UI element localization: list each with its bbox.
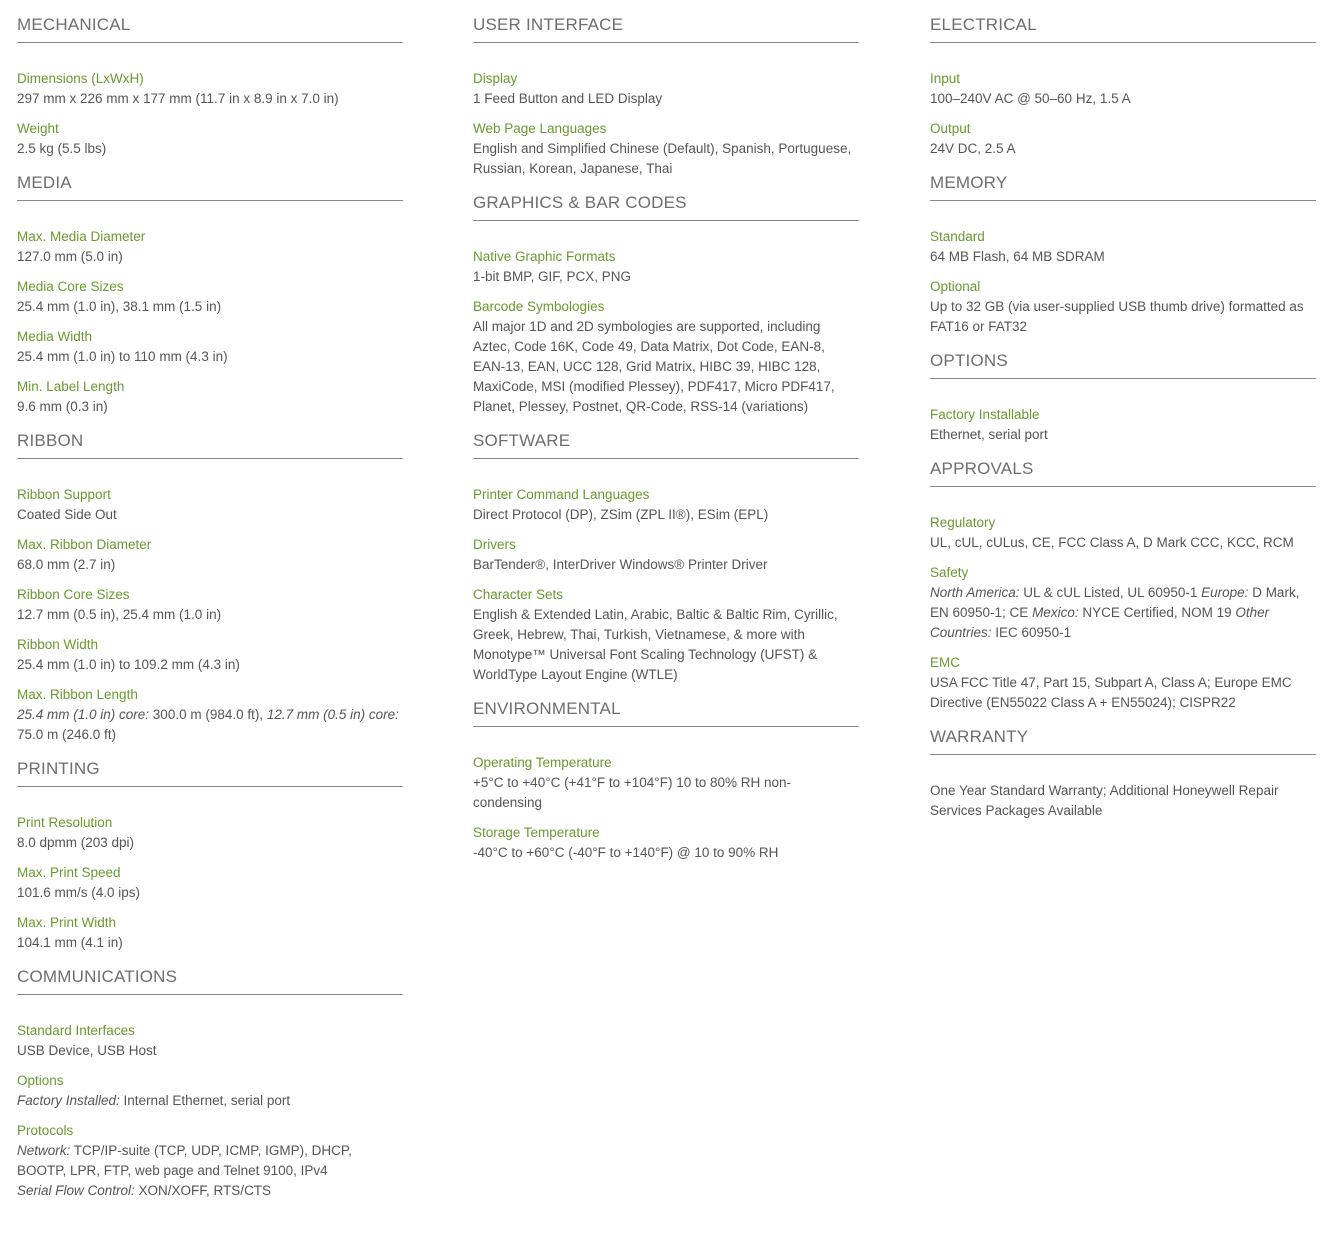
spec-entry: [17, 813, 403, 853]
spec-label: Dimensions (LxWxH): [17, 71, 144, 86]
spec-value-text: TCP/IP-suite (TCP, UDP, ICMP, IGMP), DHCP, BOOTP, LPR, FTP, web page and Telnet 9100, IPv4: [17, 1143, 352, 1178]
spec-entry: [17, 863, 403, 903]
spec-entry: [17, 327, 403, 367]
spec-label: EMC: [930, 655, 960, 670]
section-software: [473, 427, 859, 685]
spec-label: Display: [473, 71, 518, 86]
section-title: PRINTING: [17, 755, 403, 787]
spec-value-qualifier: Other Countries:: [930, 605, 1270, 640]
spec-value-text: 101.6 mm/s (4.0 ips): [17, 885, 141, 900]
spec-entry: [930, 405, 1316, 445]
spec-label: Safety: [930, 565, 969, 580]
spec-entry: [473, 119, 859, 179]
spec-entry: [930, 513, 1316, 553]
section-title: MECHANICAL: [17, 0, 403, 43]
spec-value-text: Coated Side Out: [17, 507, 117, 522]
spec-entry: [17, 227, 403, 267]
spec-entry: [930, 653, 1316, 713]
spec-entry: [17, 535, 403, 575]
spec-value-text: 127.0 mm (5.0 in): [17, 249, 123, 264]
section-title: MEDIA: [17, 169, 403, 201]
spec-value: [930, 533, 1316, 553]
spec-label: Ribbon Support: [17, 487, 111, 502]
spec-value: [930, 247, 1316, 267]
spec-label: Operating Temperature: [473, 755, 612, 770]
spec-value-qualifier: Serial Flow Control:: [17, 1183, 135, 1198]
spec-value: [930, 425, 1316, 445]
spec-label: Native Graphic Formats: [473, 249, 616, 264]
section-printing: [17, 755, 403, 953]
spec-value: [17, 933, 403, 953]
spec-label: Barcode Symbologies: [473, 299, 605, 314]
section-options: [930, 347, 1316, 445]
spec-value-text: -40°C to +60°C (-40°F to +140°F) @ 10 to 90% RH: [473, 845, 779, 860]
spec-value-text: Up to 32 GB (via user-supplied USB thumb drive) formatted as FAT16 or FAT32: [930, 299, 1304, 334]
spec-value-text: 2.5 kg (5.5 lbs): [17, 141, 107, 156]
section-user-interface: [473, 0, 859, 179]
spec-entry: [17, 1121, 403, 1201]
section-title: SOFTWARE: [473, 427, 859, 459]
section-environmental: [473, 695, 859, 863]
spec-value-text: 24V DC, 2.5 A: [930, 141, 1016, 156]
spec-label: Print Resolution: [17, 815, 113, 830]
spec-label: Input: [930, 71, 961, 86]
spec-label: Ribbon Width: [17, 637, 99, 652]
section-warranty: [930, 723, 1316, 821]
spec-value: [930, 781, 1316, 821]
spec-value-text: 100–240V AC @ 50–60 Hz, 1.5 A: [930, 91, 1131, 106]
spec-label: Weight: [17, 121, 59, 136]
spec-value-text: UL, cUL, cULus, CE, FCC Class A, D Mark CCC, KCC, RCM: [930, 535, 1294, 550]
section-title: ELECTRICAL: [930, 0, 1316, 43]
spec-label: Standard: [930, 229, 985, 244]
section-title: APPROVALS: [930, 455, 1316, 487]
spec-entry: [930, 119, 1316, 159]
spec-label: Storage Temperature: [473, 825, 600, 840]
spec-value-text: BarTender®, InterDriver Windows® Printer Driver: [473, 557, 768, 572]
spec-entry: [473, 247, 859, 287]
spec-entry: [473, 485, 859, 525]
spec-value-text: 25.4 mm (1.0 in) to 110 mm (4.3 in): [17, 349, 228, 364]
spec-entry: [17, 585, 403, 625]
spec-value-text: Direct Protocol (DP), ZSim (ZPL II®), ESim (EPL): [473, 507, 769, 522]
spec-label: Protocols: [17, 1123, 74, 1138]
spec-value: [17, 705, 403, 745]
spec-label: Max. Print Speed: [17, 865, 121, 880]
spec-value-text: Ethernet, serial port: [930, 427, 1048, 442]
spec-value: [473, 843, 859, 863]
spec-label: Max. Print Width: [17, 915, 117, 930]
spec-value-text: 1 Feed Button and LED Display: [473, 91, 663, 106]
spec-entry: [17, 1021, 403, 1061]
spec-entry: [930, 277, 1316, 337]
spec-value: [17, 89, 403, 109]
spec-entry: [473, 585, 859, 685]
spec-label: Character Sets: [473, 587, 564, 602]
section-approvals: [930, 455, 1316, 713]
spec-value: [17, 347, 403, 367]
spec-entry: [17, 685, 403, 745]
spec-value: [17, 1091, 403, 1111]
spec-value-text: 25.4 mm (1.0 in), 38.1 mm (1.5 in): [17, 299, 222, 314]
spec-entry: [930, 781, 1316, 821]
spec-value: [17, 397, 403, 417]
spec-entry: [17, 635, 403, 675]
spec-entry: [473, 753, 859, 813]
spec-entry: [930, 69, 1316, 109]
spec-value: [17, 833, 403, 853]
spec-value-text: 9.6 mm (0.3 in): [17, 399, 108, 414]
spec-value: [473, 505, 859, 525]
spec-value-text: English & Extended Latin, Arabic, Baltic & Baltic Rim, Cyrillic, Greek, Hebrew, Thai, Turkish, Vietnamese, & more with Monotype™ Universal Font Scaling Technology (UFST) & WorldType Layout Engine (WTLE): [473, 607, 838, 682]
spec-value: [17, 605, 403, 625]
section-memory: [930, 169, 1316, 337]
spec-value: [930, 139, 1316, 159]
spec-value-text: 104.1 mm (4.1 in): [17, 935, 123, 950]
spec-value-text: NYCE Certified, NOM 19: [1078, 605, 1236, 620]
spec-value-text: 12.7 mm (0.5 in), 25.4 mm (1.0 in): [17, 607, 222, 622]
section-title: OPTIONS: [930, 347, 1316, 379]
spec-entry: [473, 297, 859, 417]
section-title: WARRANTY: [930, 723, 1316, 755]
section-title: MEMORY: [930, 169, 1316, 201]
spec-value-qualifier: Mexico:: [1032, 605, 1079, 620]
spec-label: Max. Ribbon Length: [17, 687, 138, 702]
spec-value-text: All major 1D and 2D symbologies are supported, including Aztec, Code 16K, Code 49, Data Matrix, Dot Code, EAN-8, EAN-13, EAN, UCC 128, Grid Matrix, HIBC 39, HIBC 128, MaxiCode, MSI (modified Plessey), PDF417, Micro PDF417, Planet, Plessey, Postnet, QR-Code, RSS-14 (variations): [473, 319, 835, 414]
spec-value: [17, 1141, 403, 1201]
spec-value-text: 68.0 mm (2.7 in): [17, 557, 116, 572]
spec-label: Media Width: [17, 329, 93, 344]
spec-label: Factory Installable: [930, 407, 1040, 422]
spec-label: Max. Ribbon Diameter: [17, 537, 152, 552]
section-ribbon: [17, 427, 403, 745]
spec-value: [473, 267, 859, 287]
spec-value: [17, 505, 403, 525]
spec-value: [17, 297, 403, 317]
spec-value: [473, 317, 859, 417]
spec-value-text: USA FCC Title 47, Part 15, Subpart A, Class A; Europe EMC Directive (EN55022 Class A + EN55024); CISPR22: [930, 675, 1292, 710]
spec-entry: [17, 913, 403, 953]
spec-value: [473, 605, 859, 685]
spec-label: Max. Media Diameter: [17, 229, 146, 244]
spec-value: [473, 139, 859, 179]
spec-value-qualifier: 12.7 mm (0.5 in) core:: [266, 707, 399, 722]
spec-value-text: 75.0 m (246.0 ft): [17, 727, 117, 742]
spec-value: [930, 89, 1316, 109]
spec-value-text: D Mark, EN 60950-1; CE: [930, 585, 1300, 620]
spec-entry: [17, 69, 403, 109]
spec-value: [17, 247, 403, 267]
section-title: USER INTERFACE: [473, 0, 859, 43]
spec-entry: [930, 563, 1316, 643]
spec-value: [930, 583, 1316, 643]
spec-label: Options: [17, 1073, 64, 1088]
spec-value-text: Internal Ethernet, serial port: [119, 1093, 291, 1108]
spec-value: [930, 673, 1316, 713]
spec-entry: [17, 277, 403, 317]
section-communications: [17, 963, 403, 1201]
spec-entry: [17, 119, 403, 159]
spec-value-text: 1-bit BMP, GIF, PCX, PNG: [473, 269, 632, 284]
spec-value-text: 25.4 mm (1.0 in) to 109.2 mm (4.3 in): [17, 657, 240, 672]
spec-entry: [17, 485, 403, 525]
spec-value: [17, 139, 403, 159]
spec-column-right: [930, 0, 1316, 831]
spec-value: [473, 555, 859, 575]
spec-entry: [473, 69, 859, 109]
spec-entry: [473, 823, 859, 863]
spec-value: [930, 297, 1316, 337]
spec-label: Regulatory: [930, 515, 996, 530]
spec-value-qualifier: Network:: [17, 1143, 71, 1158]
spec-value-text: 8.0 dpmm (203 dpi): [17, 835, 135, 850]
spec-entry: [930, 227, 1316, 267]
spec-entry: [17, 1071, 403, 1111]
spec-value-qualifier: Europe:: [1201, 585, 1249, 600]
spec-value: [473, 89, 859, 109]
spec-value-text: 300.0 m (984.0 ft),: [149, 707, 267, 722]
section-title: ENVIRONMENTAL: [473, 695, 859, 727]
spec-value: [17, 1041, 403, 1061]
spec-value-text: UL & cUL Listed, UL 60950-1: [1019, 585, 1202, 600]
spec-value: [17, 555, 403, 575]
spec-value-text: 297 mm x 226 mm x 177 mm (11.7 in x 8.9 in x 7.0 in): [17, 91, 339, 106]
spec-value-text: IEC 60950-1: [991, 625, 1072, 640]
spec-entry: [473, 535, 859, 575]
spec-value-text: One Year Standard Warranty; Additional Honeywell Repair Services Packages Available: [930, 783, 1279, 818]
spec-label: Drivers: [473, 537, 516, 552]
section-title: COMMUNICATIONS: [17, 963, 403, 995]
spec-value: [473, 773, 859, 813]
section-title: RIBBON: [17, 427, 403, 459]
section-media: [17, 169, 403, 417]
section-mechanical: [17, 0, 403, 159]
spec-value-text: English and Simplified Chinese (Default), Spanish, Portuguese, Russian, Korean, Japanese, Thai: [473, 141, 852, 176]
spec-value-qualifier: Factory Installed:: [17, 1093, 120, 1108]
spec-label: Optional: [930, 279, 981, 294]
spec-label: Media Core Sizes: [17, 279, 124, 294]
spec-value-qualifier: North America:: [930, 585, 1020, 600]
section-graphics-bar-codes: [473, 189, 859, 417]
spec-label: Ribbon Core Sizes: [17, 587, 130, 602]
spec-value: [17, 883, 403, 903]
spec-label: Min. Label Length: [17, 379, 125, 394]
spec-value-text: USB Device, USB Host: [17, 1043, 157, 1058]
spec-label: Web Page Languages: [473, 121, 607, 136]
section-title: GRAPHICS & BAR CODES: [473, 189, 859, 221]
spec-column-left: [17, 0, 403, 1211]
spec-label: Printer Command Languages: [473, 487, 650, 502]
spec-label: Standard Interfaces: [17, 1023, 135, 1038]
spec-value-text: +5°C to +40°C (+41°F to +104°F) 10 to 80% RH non-condensing: [473, 775, 792, 810]
spec-entry: [17, 377, 403, 417]
spec-value-qualifier: 25.4 mm (1.0 in) core:: [17, 707, 150, 722]
spec-value-text: 64 MB Flash, 64 MB SDRAM: [930, 249, 1105, 264]
spec-column-middle: [473, 0, 859, 873]
spec-label: Output: [930, 121, 971, 136]
spec-value: [17, 655, 403, 675]
section-electrical: [930, 0, 1316, 159]
spec-value-text: XON/XOFF, RTS/CTS: [134, 1183, 272, 1198]
